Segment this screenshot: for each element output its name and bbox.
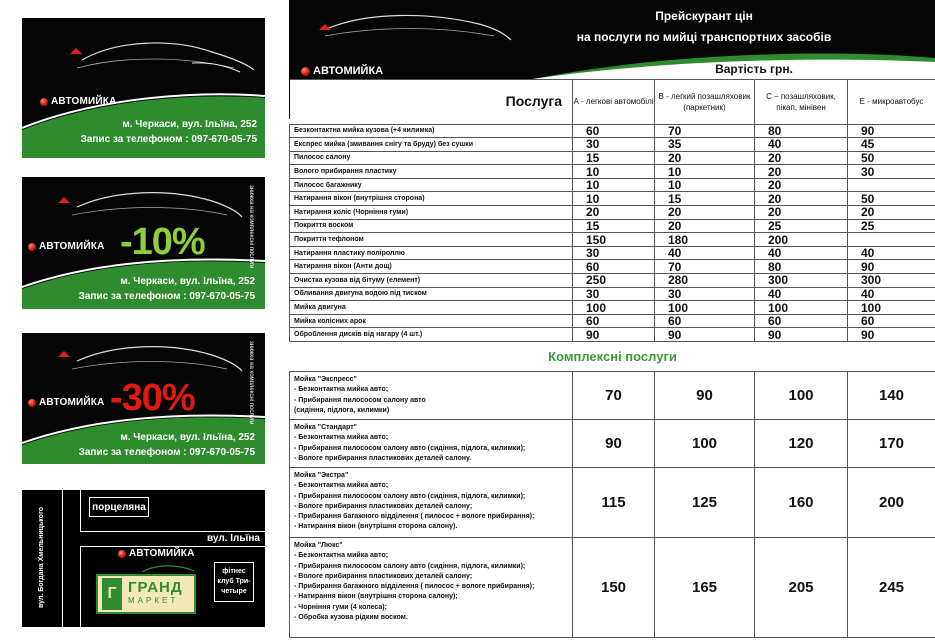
table-row — [290, 287, 935, 301]
package-item: - Прибирання пилососом салону авто (сидіння, підлога, килимки); — [294, 562, 526, 570]
service-name: Обливання двигуна водою під тиском — [290, 287, 573, 301]
grand-market-logo — [96, 574, 196, 614]
package-title: Мойка "Экстра" — [294, 472, 349, 479]
table-row — [290, 233, 935, 247]
phone-text: Запис за телефоном : 097-670-05-75 — [78, 447, 255, 458]
package-item: - Натирання вікон (внутрішня сторона салону); — [294, 593, 458, 601]
package-row — [290, 420, 935, 468]
package-price-b: 100 — [655, 420, 755, 468]
price-cell-b: 20 — [655, 206, 755, 220]
logo-ball-icon — [28, 243, 36, 251]
price-cell-e: 60 — [848, 314, 935, 328]
price-cell-e: 40 — [848, 287, 935, 301]
table-row — [290, 138, 935, 152]
package-price-e: 170 — [848, 420, 935, 468]
package-price-a: 70 — [573, 372, 655, 420]
price-cell-a: 10 — [573, 192, 655, 206]
market-sub: МАРКЕТ — [128, 596, 179, 605]
price-cell-e: 100 — [848, 301, 935, 315]
price-cell-e: 40 — [848, 246, 935, 260]
service-name: Безконтактна мийка кузова (+4 килимка) — [290, 124, 573, 138]
price-cell-e — [848, 233, 935, 247]
map-road-line — [80, 546, 81, 627]
price-cell-e: 90 — [848, 124, 935, 138]
price-cell-c: 300 — [755, 274, 848, 288]
service-name: Натирання пластику поліроллю — [290, 246, 573, 260]
service-name: Мийка двигуна — [290, 301, 573, 315]
price-cell-e: 300 — [848, 274, 935, 288]
price-cell-a: 60 — [573, 314, 655, 328]
table-row — [290, 314, 935, 328]
package-price-e: 245 — [848, 538, 935, 638]
map-road-line — [62, 490, 63, 627]
table-row — [290, 246, 935, 260]
package-title: Мойка "Люкс" — [294, 542, 343, 549]
service-name: Очистка кузова від бітуму (елемент) — [290, 274, 573, 288]
price-cell-b: 90 — [655, 328, 755, 342]
column-header: С – позашляховик, пікап, мінівен — [755, 79, 848, 124]
package-item: - Прибирання пилососом салону авто — [294, 396, 426, 404]
map-brand-logo — [118, 548, 195, 559]
price-cell-a: 30 — [573, 246, 655, 260]
package-price-e: 200 — [848, 468, 935, 538]
service-name: Натирання коліс (Чорніння гуми) — [290, 206, 573, 220]
service-name: Мийка колісних арок — [290, 314, 573, 328]
phone-text: Запис за телефоном : 097-670-05-75 — [78, 291, 255, 302]
package-price-c: 120 — [755, 420, 848, 468]
package-item: - Натирання вікон (внутрішня сторона салону). — [294, 523, 458, 531]
price-cell-c: 20 — [755, 192, 848, 206]
map-fitness-box — [214, 562, 254, 602]
price-cell-b: 70 — [655, 260, 755, 274]
discount-card-10 — [22, 177, 265, 309]
business-card-front — [22, 18, 265, 158]
discount-note: знижка на комплексні послуги — [248, 185, 254, 269]
price-cell-b: 15 — [655, 192, 755, 206]
discount-value: -30% — [110, 377, 195, 419]
service-name: Пилосос салону — [290, 151, 573, 165]
service-name: Натирання вікон (внутрішня сторона) — [290, 192, 573, 206]
package-description — [290, 468, 573, 538]
package-price-c: 160 — [755, 468, 848, 538]
package-item: - Прибирання пилососом салону авто (сидіння, підлога, килимки); — [294, 444, 526, 452]
price-cell-c: 60 — [755, 314, 848, 328]
price-list-panel — [289, 0, 935, 643]
price-cell-a: 30 — [573, 138, 655, 152]
map-street-side: вул. Богдана Хмельницького — [38, 506, 45, 608]
discount-note: знижка на комплексні послуги — [248, 341, 254, 425]
value-header: Вартість грн. — [715, 61, 793, 76]
price-cell-e: 50 — [848, 192, 935, 206]
brand-logo — [40, 96, 117, 107]
service-name: Оброблення дисків від нагару (4 шт.) — [290, 328, 573, 342]
service-name: Експрес мийка (змивання снігу та бруду) без сушки — [290, 138, 573, 152]
package-price-e: 140 — [848, 372, 935, 420]
value-header-spacer — [290, 59, 573, 79]
table-row — [290, 178, 935, 192]
table-row — [290, 301, 935, 315]
phone-text: Запис за телефоном : 097-670-05-75 — [80, 134, 257, 145]
price-cell-c: 200 — [755, 233, 848, 247]
price-cell-c: 20 — [755, 178, 848, 192]
map-road-line — [80, 490, 81, 531]
contact-block — [81, 117, 257, 147]
column-header: А - легкові автомобілі — [573, 79, 655, 124]
price-cell-a: 10 — [573, 178, 655, 192]
address-text: м. Черкаси, вул. Ільїна, 252 — [120, 276, 255, 287]
package-item: - Прибирання пилососом салону авто (сидіння, підлога, килимки); — [294, 492, 526, 500]
price-cell-b: 60 — [655, 314, 755, 328]
service-header: Послуга — [290, 79, 573, 124]
price-cell-e: 45 — [848, 138, 935, 152]
price-cell-a: 60 — [573, 124, 655, 138]
address-text: м. Черкаси, вул. Ільїна, 252 — [120, 432, 255, 443]
column-header-row — [290, 79, 935, 124]
service-name: Покриття воском — [290, 219, 573, 233]
location-map-card — [22, 490, 265, 627]
market-emblem-icon: Г — [102, 578, 122, 610]
package-description — [290, 372, 573, 420]
price-cell-b: 35 — [655, 138, 755, 152]
logo-ball-icon — [118, 550, 126, 558]
table-row — [290, 151, 935, 165]
price-cell-c: 40 — [755, 138, 848, 152]
logo-ball-icon — [28, 399, 36, 407]
complex-section-row — [290, 342, 935, 372]
map-shop-box — [89, 497, 149, 517]
package-description — [290, 538, 573, 638]
table-row — [290, 328, 935, 342]
package-item: - Вологе прибирання пластикових деталей салону. — [294, 454, 472, 462]
price-cell-a: 10 — [573, 165, 655, 179]
market-name: ГРАНД — [128, 579, 183, 596]
contact-block — [79, 274, 255, 304]
price-cell-a: 15 — [573, 151, 655, 165]
package-price-b: 125 — [655, 468, 755, 538]
package-item: - Обробка кузова рідким воском. — [294, 614, 408, 622]
package-item: - Вологе прибирання пластикових деталей салону; — [294, 502, 473, 510]
package-row — [290, 538, 935, 638]
brand-name: АВТОМИЙКА — [39, 241, 105, 252]
price-cell-b: 30 — [655, 287, 755, 301]
price-cell-b: 20 — [655, 219, 755, 233]
logo-ball-icon — [40, 98, 48, 106]
package-item: - Безконтактна мийка авто; — [294, 434, 389, 442]
price-cell-c: 80 — [755, 124, 848, 138]
map-road-line — [80, 546, 265, 547]
package-item: (сидіння, підлога, килимки) — [294, 406, 390, 414]
map-street-main: вул. Ільїна — [207, 533, 260, 544]
package-price-b: 165 — [655, 538, 755, 638]
price-cell-e: 50 — [848, 151, 935, 165]
package-title: Мойка "Стандарт" — [294, 424, 357, 431]
price-cell-b: 20 — [655, 151, 755, 165]
map-shop-label: порцеляна — [92, 501, 146, 513]
package-description — [290, 420, 573, 468]
price-cell-c: 20 — [755, 151, 848, 165]
brand-logo — [28, 397, 105, 408]
price-cell-c: 40 — [755, 246, 848, 260]
price-cell-b: 10 — [655, 165, 755, 179]
value-header-row — [290, 59, 935, 79]
price-cell-c: 25 — [755, 219, 848, 233]
brand-name: АВТОМИЙКА — [51, 96, 117, 107]
package-price-c: 205 — [755, 538, 848, 638]
column-header: В - легкий позашляховик (паркетник) — [655, 79, 755, 124]
package-price-a: 150 — [573, 538, 655, 638]
service-name: Покриття тефлоном — [290, 233, 573, 247]
table-row — [290, 124, 935, 138]
price-cell-b: 180 — [655, 233, 755, 247]
discount-card-30 — [22, 333, 265, 464]
price-cell-b: 100 — [655, 301, 755, 315]
service-name: Пилосос багажнику — [290, 178, 573, 192]
service-name: Натирання вікон (Анти дощ) — [290, 260, 573, 274]
price-cell-c: 40 — [755, 287, 848, 301]
price-cell-e: 90 — [848, 260, 935, 274]
package-item: - Безконтактна мийка авто; — [294, 482, 389, 490]
package-item: - Прибирання багажного відділення ( пилосос + вологе прибирання); — [294, 513, 535, 521]
price-cell-e: 20 — [848, 206, 935, 220]
price-cell-a: 90 — [573, 328, 655, 342]
package-item: - Чорніння гуми (4 колеса); — [294, 603, 387, 611]
table-row — [290, 165, 935, 179]
price-cell-b: 280 — [655, 274, 755, 288]
price-cell-c: 100 — [755, 301, 848, 315]
contact-block — [79, 430, 255, 460]
brand-name: АВТОМИЙКА — [39, 397, 105, 408]
price-cell-b: 70 — [655, 124, 755, 138]
table-row — [290, 192, 935, 206]
complex-header: Комплексні послуги — [290, 342, 935, 372]
package-price-c: 100 — [755, 372, 848, 420]
map-fitness-label: фітнес клуб Три-четыре — [217, 568, 251, 595]
price-cell-a: 60 — [573, 260, 655, 274]
price-cell-e: 25 — [848, 219, 935, 233]
price-title-line1: Прейскурант цін — [655, 9, 753, 23]
price-cell-e — [848, 178, 935, 192]
service-name: Волого прибирання пластику — [290, 165, 573, 179]
price-cell-a: 30 — [573, 287, 655, 301]
map-road-line — [80, 531, 265, 532]
price-cell-b: 10 — [655, 178, 755, 192]
price-cell-a: 20 — [573, 206, 655, 220]
price-cell-a: 100 — [573, 301, 655, 315]
package-row — [290, 468, 935, 538]
price-cell-a: 15 — [573, 219, 655, 233]
table-row — [290, 260, 935, 274]
package-row — [290, 372, 935, 420]
package-item: - Вологе прибирання пластикових деталей салону; — [294, 572, 473, 580]
price-cell-c: 90 — [755, 328, 848, 342]
brand-logo — [28, 241, 105, 252]
price-table — [289, 59, 935, 638]
package-item: - Прибирання багажного відділення ( пилосос + вологе прибирання); — [294, 583, 535, 591]
price-title-line2: на послуги по мийці транспортних засобів — [576, 30, 832, 44]
table-row — [290, 206, 935, 220]
brand-name: АВТОМИЙКА — [313, 65, 384, 77]
price-cell-b: 40 — [655, 246, 755, 260]
price-cell-e: 30 — [848, 165, 935, 179]
brand-name: АВТОМИЙКА — [129, 548, 195, 559]
discount-value: -10% — [120, 221, 205, 263]
price-title — [539, 6, 869, 48]
address-text: м. Черкаси, вул. Ільїна, 252 — [122, 119, 257, 130]
package-item: - Безконтактна мийка авто; — [294, 552, 389, 560]
price-cell-c: 20 — [755, 165, 848, 179]
package-price-b: 90 — [655, 372, 755, 420]
price-cell-c: 20 — [755, 206, 848, 220]
table-row — [290, 219, 935, 233]
price-cell-a: 250 — [573, 274, 655, 288]
package-price-a: 90 — [573, 420, 655, 468]
column-header: Е - микроавтобус — [848, 79, 935, 124]
table-row — [290, 274, 935, 288]
package-item: - Безконтактна мийка авто; — [294, 386, 389, 394]
price-cell-a: 150 — [573, 233, 655, 247]
price-cell-e: 90 — [848, 328, 935, 342]
price-cell-c: 80 — [755, 260, 848, 274]
package-title: Мойка "Экспресс" — [294, 376, 357, 383]
package-price-a: 115 — [573, 468, 655, 538]
